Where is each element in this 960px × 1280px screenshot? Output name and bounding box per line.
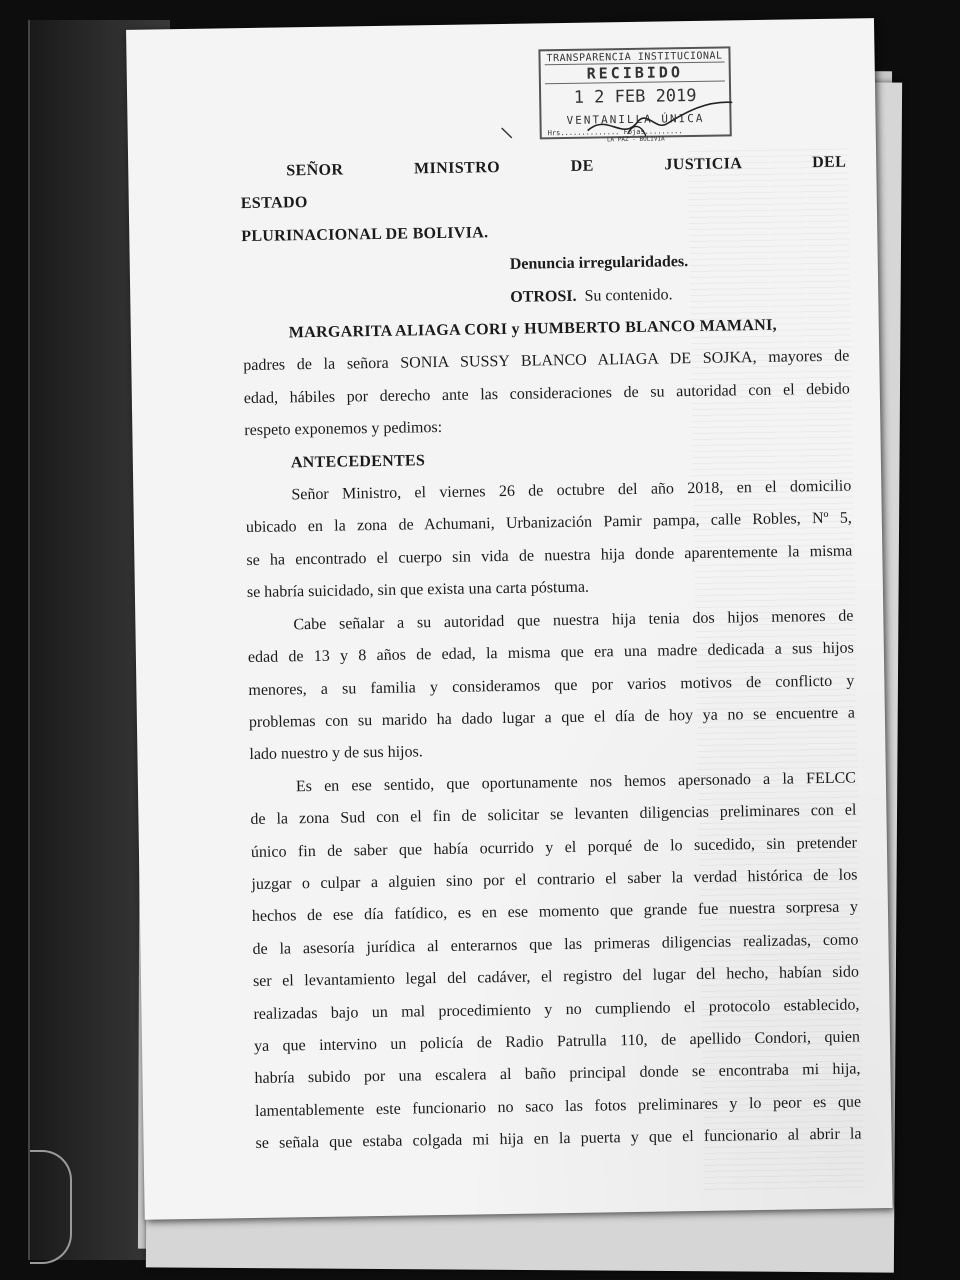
- paragraph-line: lado nuestro y de sus hijos.: [249, 743, 423, 764]
- stamp-status: RECIBIDO: [545, 61, 725, 84]
- stamp-city: LA PAZ - BOLIVIA: [606, 135, 665, 144]
- paragraph-line: Cabe señalar a su autoridad que nuestra hija tenia dos hijos menores de: [293, 607, 854, 634]
- stamp-office: VENTANILLA ÚNICA: [566, 111, 705, 127]
- paragraph-line: menores, a su familia y consideramos que por varios motivos de conflicto y: [248, 672, 855, 699]
- paragraph-line: se señala que estaba colgada mi hija en la puerta y que el funcionario al abrir la: [255, 1125, 862, 1153]
- intro-line: edad, hábiles por derecho ante las consideraciones de su autoridad con el debido: [243, 380, 850, 407]
- paragraph-line: ya que intervino un policía de Radio Patrulla 110, de apellido Condori, quien: [253, 1028, 861, 1055]
- paragraph-line: ubicado en la zona de Achumani, Urbanización Pamir pampa, calle Robles, Nº 5,: [245, 510, 852, 537]
- addressee-line-2: PLURINACIONAL DE BOLIVIA.: [241, 224, 489, 245]
- paragraph-line: juzgar o culpar a alguien sino por el contrario el saber la verdad histórica de los: [251, 866, 858, 893]
- intro-line: padres de la señora SONIA SUSSY BLANCO ALIAGA DE SOJKA, mayores de: [243, 347, 850, 375]
- otrosi-text: Su contenido.: [584, 285, 673, 305]
- paragraph-line: se ha encontrado el cuerpo sin vida de nuestra hija donde aparentemente la misma: [246, 542, 853, 569]
- paragraph-line: lamentablemente este funcionario no saco las fotos preliminares y lo peor es que: [254, 1093, 862, 1120]
- paragraph-line: realizadas bajo un mal procedimiento y no cumpliendo el protocolo establecido,: [253, 996, 860, 1023]
- paragraph-line: hechos de ese día fatídico, es en ese momento que grande fue nuestra sorpresa y: [251, 898, 859, 926]
- folder-clip: [30, 1150, 72, 1264]
- paragraph-line: edad de 13 y 8 años de edad, la misma que era una madre dedicada a sus hijos: [247, 639, 854, 667]
- paragraph-line: Señor Ministro, el viernes 26 de octubre del año 2018, en el domicilio: [291, 477, 852, 504]
- document-page: [126, 18, 893, 1220]
- paragraph-line: ser el levantamiento legal del cadáver, el registro del lugar del hecho, habían sido: [252, 963, 860, 991]
- paragraph-line: se habría suicidado, sin que exista una carta póstuma.: [246, 578, 590, 602]
- paragraph-line: de la zona Sud con el fin de solicitar se levanten diligencias preliminares con el: [250, 801, 857, 829]
- paragraph-line: problemas con su marido ha dado lugar a que el día de hoy ya no se encuentre a: [248, 704, 855, 731]
- signature-scribble: [567, 80, 738, 143]
- paragraph-line: habría subido por una escalera al baño principal donde se encontraba mi hija,: [254, 1060, 861, 1088]
- section-title: ANTECEDENTES: [290, 451, 426, 471]
- petitioner-names: MARGARITA ALIAGA CORI y HUMBERTO BLANCO MAMANI,: [288, 316, 777, 342]
- stamp-fields: Hrs.............. Fojas.........: [547, 127, 683, 138]
- paragraph-line: único fin de saber que había ocurrido y el porqué de lo sucedido, sin pretender: [250, 834, 858, 861]
- pen-mark: [500, 126, 514, 140]
- subject-line: Denuncia irregularidades.: [509, 253, 689, 274]
- paragraph-line: Es en ese sentido, que oportunamente nos hemos apersonado a la FELCC: [295, 769, 857, 796]
- intro-line: respeto exponemos y pedimos:: [244, 419, 443, 440]
- otrosi-label: OTROSI.: [510, 287, 577, 306]
- stamp-date: 1 2 FEB 2019: [573, 85, 697, 108]
- letter-body: [240, 147, 862, 1161]
- addressee-line-1: SEÑOR MINISTRO DE JUSTICIA DEL ESTADO: [240, 153, 847, 213]
- paragraph-line: de la asesoría jurídica al enterarnos que las primeras diligencias realizadas, como: [252, 931, 859, 958]
- stamp-institution: TRANSPARENCIA INSTITUCIONAL: [546, 50, 723, 65]
